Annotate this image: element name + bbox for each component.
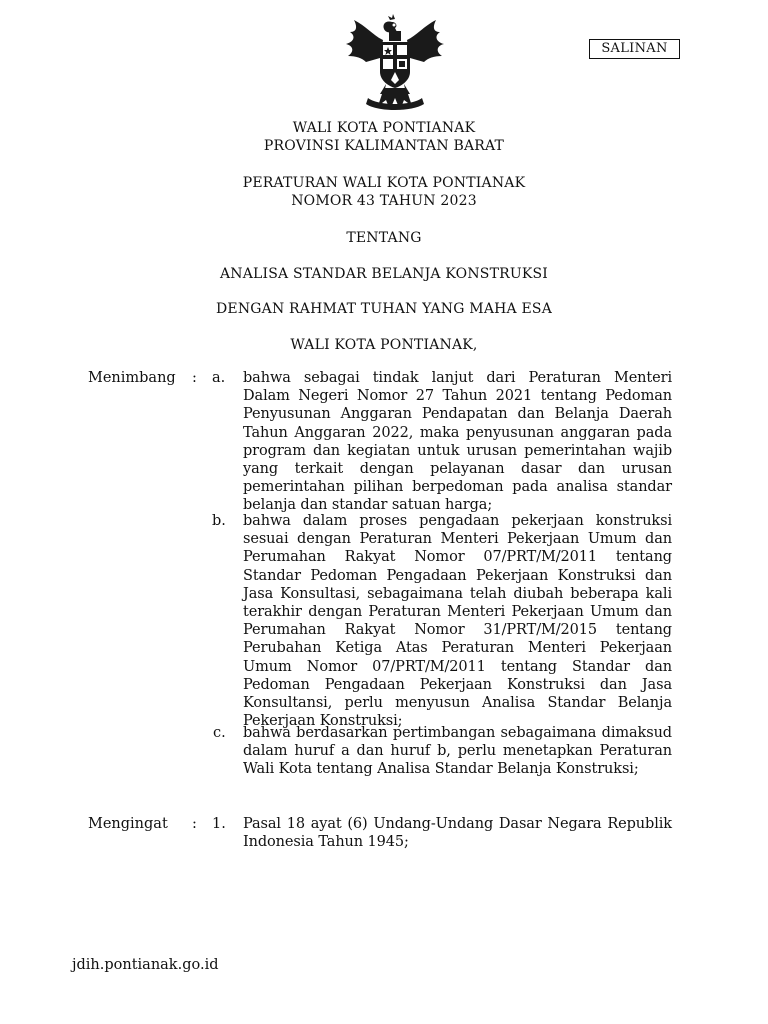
garuda-pancasila-emblem — [340, 14, 450, 118]
header-province: PROVINSI KALIMANTAN BARAT — [263, 138, 505, 154]
mengingat-marker-1: 1. — [212, 816, 226, 832]
menimbang-label: Menimbang — [88, 370, 176, 386]
menimbang-item-c: bahwa berdasarkan pertimbangan sebagaimana dimaksud dalam huruf a dan huruf b, perlu menetapkan Peraturan Wali Kota tentang Analisa Standar Belanja Konstruksi; — [243, 725, 672, 778]
mengingat-item-1: Pasal 18 ayat (6) Undang-Undang Dasar Negara Republik Indonesia Tahun 1945; — [243, 816, 672, 851]
salinan-stamp: SALINAN — [589, 39, 680, 59]
menimbang-item-a: bahwa sebagai tindak lanjut dari Peraturan Menteri Dalam Negeri Nomor 27 Tahun 2021 tentang Pedoman Penyusunan Anggaran Pendapatan dan Belanja Daerah Tahun Anggaran 2022, maka penyusunan anggaran pada program dan kegiatan untuk urusan pemerintahan wajib yang terkait dengan pelayanan dasar dan urusan pemerintahan pilihan berpedoman pada analisa standar belanja dan standar satuan harga; — [243, 370, 672, 514]
tentang-label: TENTANG — [346, 230, 422, 246]
regulation-number: NOMOR 43 TAHUN 2023 — [291, 193, 477, 209]
blessing-line: DENGAN RAHMAT TUHAN YANG MAHA ESA — [215, 301, 553, 317]
menimbang-item-b: bahwa dalam proses pengadaan pekerjaan konstruksi sesuai dengan Peraturan Menteri Pekerjaan Umum dan Perumahan Rakyat Nomor 07/PRT/M/2011 tentang Standar Pedoman Pengadaan Pekerjaan Konstruksi dan Jasa Konsultasi, sebagaimana telah diubah beberapa kali terakhir dengan Peraturan Menteri Pekerjaan Umum dan Perumahan Rakyat Nomor 31/PRT/M/2015 tentang Perubahan Ketiga Atas Peraturan Menteri Pekerjaan Umum Nomor 07/PRT/M/2011 tentang Standar dan Pedoman Pengadaan Pekerjaan Konstruksi dan Jasa Konsultansi, perlu menyusun Analisa Standar Belanja Pekerjaan Konstruksi; — [243, 513, 672, 730]
menimbang-colon: : — [192, 370, 197, 386]
mengingat-label: Mengingat — [88, 816, 168, 832]
mengingat-colon: : — [192, 816, 197, 832]
footer-website: jdih.pontianak.go.id — [72, 957, 219, 973]
issuer-line: WALI KOTA PONTIANAK, — [290, 337, 478, 353]
menimbang-marker-a: a. — [212, 370, 226, 386]
regulation-title: PERATURAN WALI KOTA PONTIANAK — [242, 175, 526, 191]
menimbang-marker-b: b. — [212, 513, 226, 529]
header-issuer-title: WALI KOTA PONTIANAK — [292, 120, 476, 136]
menimbang-marker-c: c. — [213, 725, 226, 741]
regulation-subject: ANALISA STANDAR BELANJA KONSTRUKSI — [219, 266, 549, 282]
